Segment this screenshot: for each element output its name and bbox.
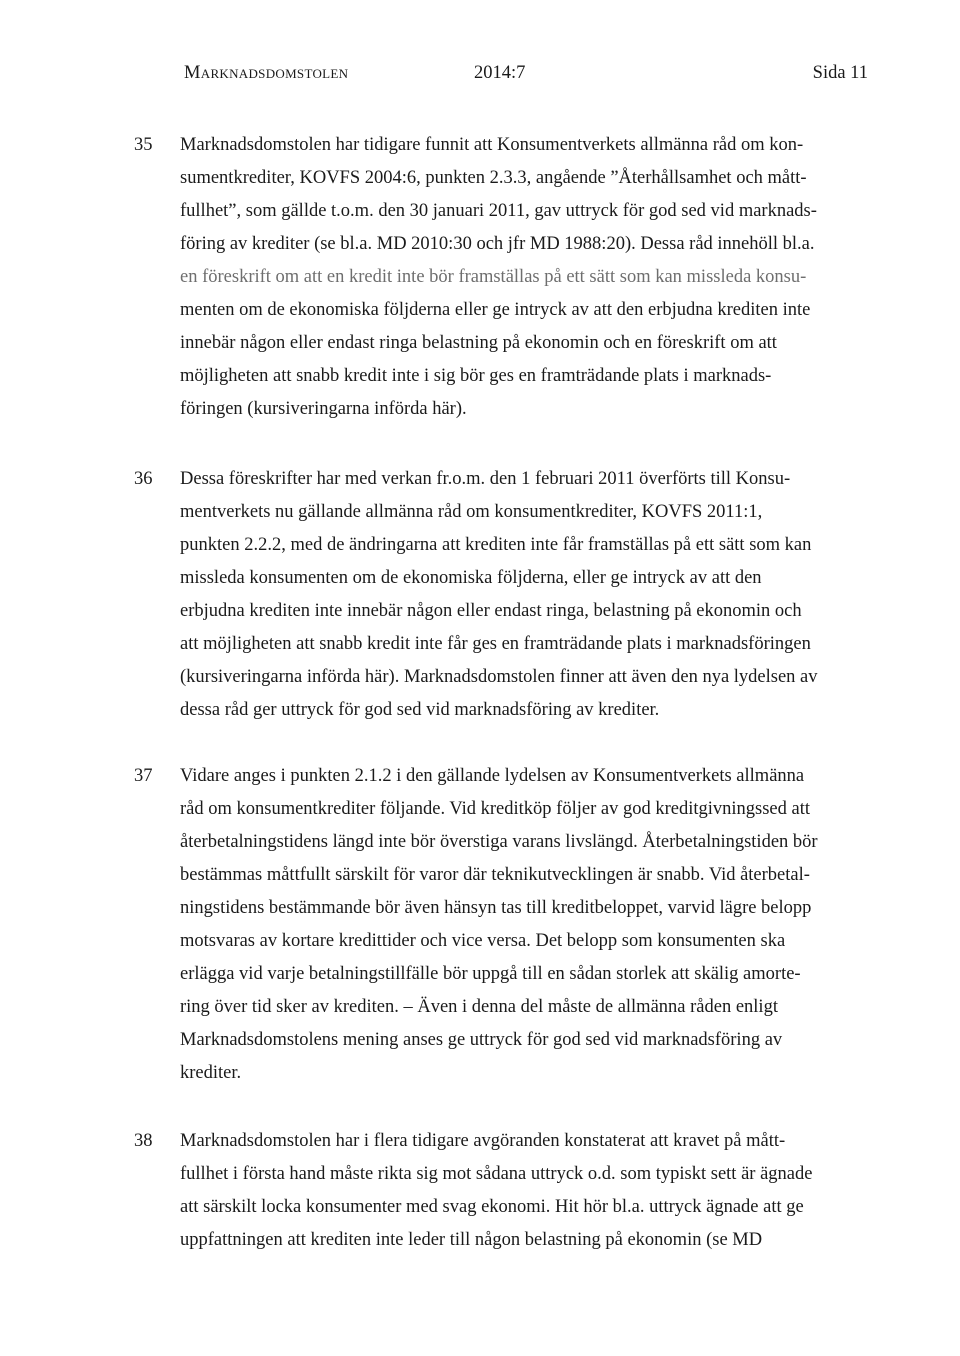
page-header: [184, 58, 868, 88]
paragraph-text: Dessa föreskrifter har med verkan fr.o.m. den 1 februari 2011 överförts till Konsu- mentverkets nu gällande allmänna råd om konsumentkrediter, KOVFS 2011:1, punkten 2.2.2, med de ändringarna att krediten inte får framställas på ett sätt som kan missleda konsumenten om de ekonomiska följderna, eller ge intryck av att den erbjudna krediten inte innebär någon eller endast ringa, belastning på ekonomin och att möjligheten att snabb kredit inte får ges en framträdande plats i marknadsföringen (kursiveringarna införda här). Marknadsdomstolen finner att även den nya lydelsen av dessa råd ger uttryck för god sed vid marknadsföring av krediter.: [180, 469, 818, 720]
paragraph-text-faint-line: en föreskrift om att en kredit inte bör framställas på ett sätt som kan missleda konsu-: [180, 267, 807, 287]
paragraph-number: 35: [134, 135, 153, 155]
header-case-number: 2014:7: [474, 63, 526, 83]
paragraph-text: Marknadsdomstolen har i flera tidigare avgöranden konstaterat att kravet på mått- fullhet i första hand måste rikta sig mot sådana uttryck o.d. som typiskt sett är ägnade att särskilt locka konsumenter med svag ekonomi. Hit hör bl.a. uttryck ägnade att ge uppfattningen att krediten inte leder till någon belastning på ekonomin (se MD: [180, 1131, 813, 1250]
paragraph-text-main: Marknadsdomstolen har tidigare funnit att Konsumentverkets allmänna råd om kon- sumentkrediter, KOVFS 2004:6, punkten 2.3.3, angående ”Återhållsamhet och mått- fullhet”, som gällde t.o.m. den 30 januari 2011, gav uttryck för god sed vid marknads- föring av krediter (se bl.a. MD 2010:30 och jfr MD 1988:20). Dessa råd innehöll bl.a.: [180, 135, 817, 254]
header-page-number: Sida 11: [812, 63, 868, 83]
paragraph-38: [134, 1125, 854, 1257]
paragraph-number: 36: [134, 469, 153, 489]
paragraph-text: [180, 129, 852, 426]
paragraph-36: [134, 463, 854, 727]
paragraph-text: Vidare anges i punkten 2.1.2 i den gällande lydelsen av Konsumentverkets allmänna råd om konsumentkrediter följande. Vid kreditköp följer av god kreditgivningssed att återbetalningstidens längd inte bör överstiga varans livslängd. Återbetalningstiden bör bestämmas måttfullt särskilt för varor där teknikutvecklingen är snabb. Vid återbetal- ningstidens bestämmande bör även hänsyn tas till kreditbeloppet, varvid lägre belopp motsvaras av kortare kredittider och vice versa. Det belopp som konsumenten ska erlägga vid varje betalningstillfälle bör uppgå till en sådan storlek att skälig amorte- ring över tid sker av krediten. – Även i denna del måste de allmänna råden enligt Marknadsdomstolens mening anses ge uttryck för god sed vid marknadsföring av krediter.: [180, 766, 818, 1083]
paragraph-37: [134, 760, 854, 1090]
header-court-name: Marknadsdomstolen: [184, 63, 349, 83]
paragraph-text-rest: menten om de ekonomiska följderna eller ge intryck av att den erbjudna krediten inte innebär någon eller endast ringa belastning på ekonomin och en föreskrift om att möjligheten att snabb kredit inte i sig bör ges en framträdande plats i marknads- föringen (kursiveringarna införda här).: [180, 300, 811, 419]
paragraph-35: [134, 129, 854, 426]
paragraph-number: 38: [134, 1131, 153, 1151]
paragraph-number: 37: [134, 766, 153, 786]
